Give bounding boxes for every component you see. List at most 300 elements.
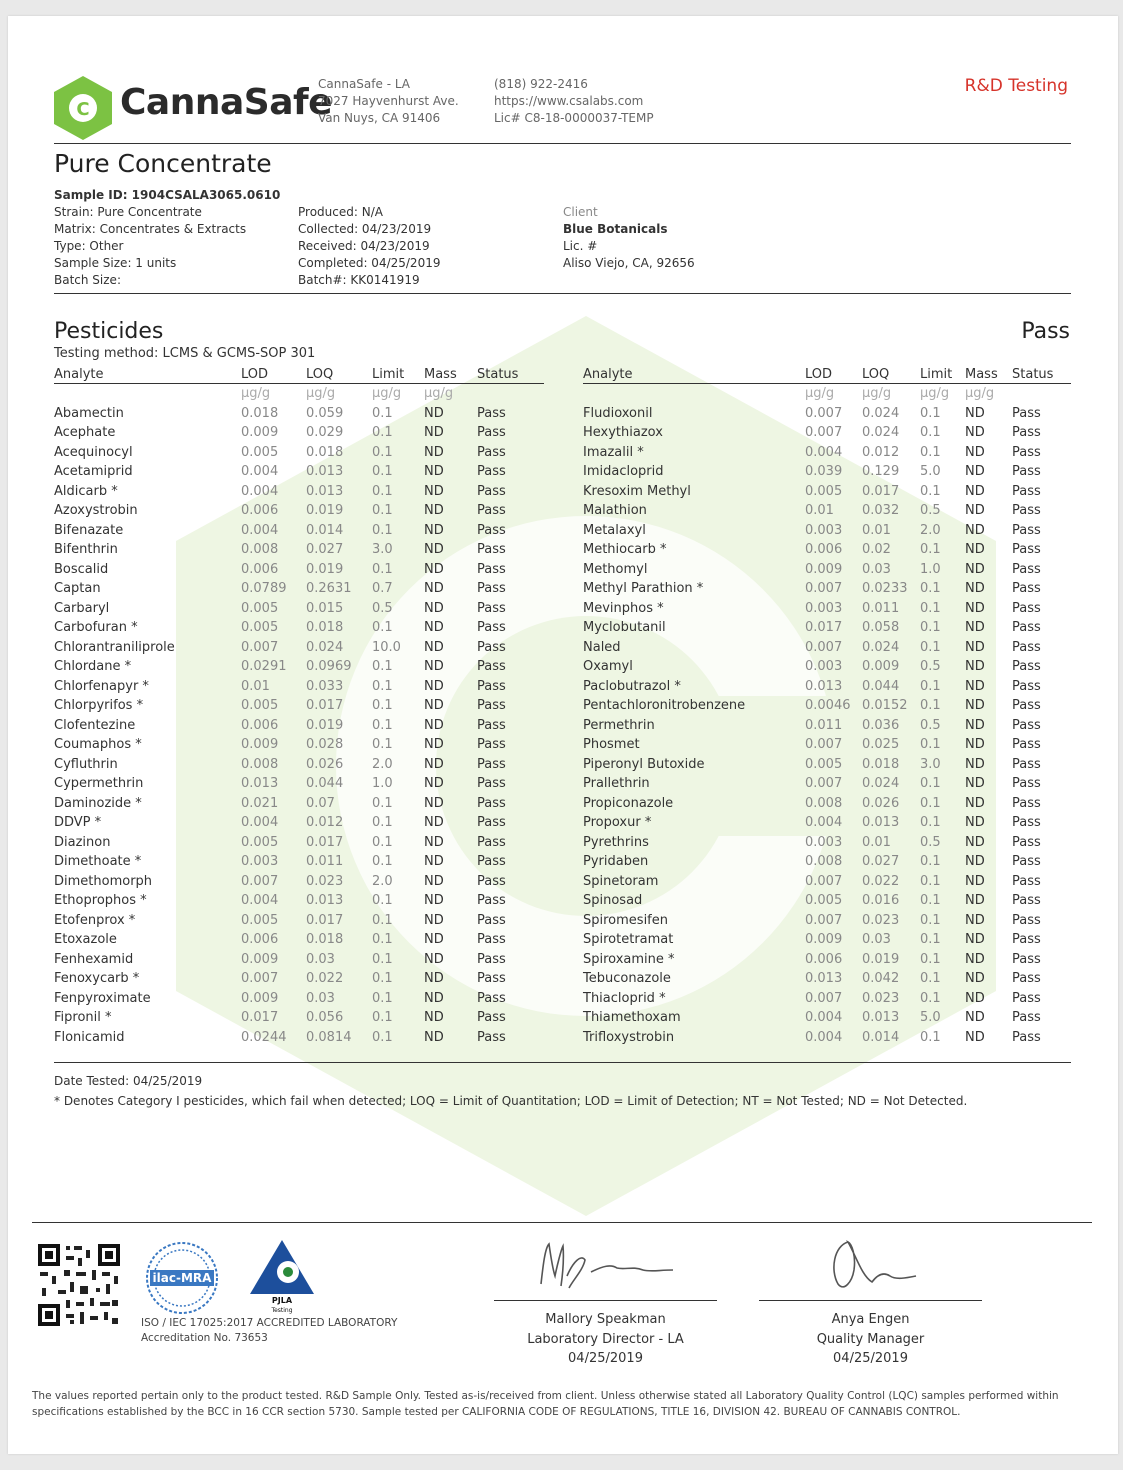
analyte-cell: Imidacloprid — [583, 464, 664, 479]
col-analyte: Analyte — [54, 366, 241, 384]
analyte-cell: Fenoxycarb * — [54, 971, 140, 986]
table-row — [583, 560, 1071, 580]
status-cell: Pass — [1012, 639, 1041, 655]
status-cell: Pass — [477, 639, 506, 655]
lod-cell: 0.004 — [241, 893, 279, 908]
limit-cell: 1.0 — [920, 561, 941, 577]
table-row — [54, 735, 544, 755]
table-row — [583, 482, 1071, 502]
status-cell: Pass — [1012, 561, 1041, 577]
status-cell: Pass — [477, 951, 506, 967]
table-row — [583, 774, 1071, 794]
loq-cell: 0.029 — [306, 425, 344, 440]
testing-method: Testing method: LCMS & GCMS-SOP 301 — [54, 346, 316, 361]
lod-cell: 0.017 — [241, 1010, 279, 1025]
mass-cell: ND — [965, 854, 985, 869]
completed-date: Completed: 04/25/2019 — [298, 256, 441, 270]
status-cell: Pass — [1012, 503, 1041, 518]
signatory-name: Anya Engen — [831, 1312, 910, 1327]
status-cell: Pass — [477, 678, 506, 694]
table-row — [54, 618, 544, 638]
table-row — [583, 852, 1071, 872]
analyte-cell: Methomyl — [583, 561, 648, 577]
col-limit: Limit — [920, 366, 965, 384]
table-row — [583, 989, 1071, 1009]
mass-cell: ND — [965, 776, 985, 791]
loq-cell: 0.016 — [862, 893, 900, 908]
limit-cell: 5.0 — [920, 1010, 941, 1025]
batch-number: Batch#: KK0141919 — [298, 273, 420, 287]
loq-cell: 0.017 — [862, 483, 900, 499]
unit-limit: µg/g — [920, 386, 950, 401]
signature-line-manager — [759, 1300, 982, 1301]
mass-cell: ND — [965, 834, 985, 850]
table-row — [583, 638, 1071, 658]
analyte-cell: Chlordane * — [54, 659, 132, 674]
status-cell: Pass — [477, 581, 506, 596]
lod-cell: 0.018 — [241, 405, 279, 421]
limit-cell: 0.1 — [372, 834, 393, 850]
status-cell: Pass — [477, 717, 506, 733]
mass-cell: ND — [424, 698, 444, 713]
lod-cell: 0.017 — [805, 620, 843, 635]
table-row — [54, 852, 544, 872]
lod-cell: 0.008 — [805, 854, 843, 869]
pesticides-table-right — [583, 366, 1071, 1047]
lod-cell: 0.004 — [241, 464, 279, 479]
table-row — [54, 950, 544, 970]
mass-cell: ND — [424, 522, 444, 538]
status-cell: Pass — [1012, 854, 1041, 869]
table-row — [583, 579, 1071, 599]
mass-cell: ND — [424, 639, 444, 655]
limit-cell: 0.1 — [372, 893, 393, 908]
pesticides-table-left — [54, 366, 544, 1047]
mass-cell: ND — [965, 912, 985, 928]
limit-cell: 0.1 — [372, 620, 393, 635]
lod-cell: 0.008 — [241, 542, 279, 557]
analyte-cell: Imazalil * — [583, 444, 644, 460]
sample-divider — [54, 293, 1071, 294]
lod-cell: 0.007 — [241, 873, 279, 889]
analyte-cell: Myclobutanil — [583, 620, 666, 635]
analyte-cell: Propoxur * — [583, 815, 652, 830]
analyte-cell: Clofentezine — [54, 717, 136, 733]
limit-cell: 0.1 — [920, 425, 941, 440]
limit-cell: 0.1 — [372, 444, 393, 460]
accreditation-line1: ISO / IEC 17025:2017 ACCREDITED LABORATORY — [141, 1317, 398, 1329]
loq-cell: 0.014 — [862, 1029, 900, 1045]
lod-cell: 0.004 — [805, 444, 843, 460]
status-cell: Pass — [477, 522, 506, 538]
cannasafe-logo-icon — [54, 76, 112, 140]
lod-cell: 0.007 — [805, 639, 843, 655]
accreditation-number: Accreditation No. 73653 — [141, 1332, 268, 1344]
status-cell: Pass — [477, 893, 506, 908]
unit-loq: µg/g — [862, 386, 892, 401]
lod-cell: 0.01 — [805, 503, 834, 518]
status-cell: Pass — [477, 483, 506, 499]
table-row — [54, 599, 544, 619]
table-header-row — [54, 366, 544, 384]
status-cell: Pass — [477, 561, 506, 577]
limit-cell: 0.1 — [372, 503, 393, 518]
mass-cell: ND — [424, 542, 444, 557]
analyte-cell: Pentachloronitrobenzene — [583, 698, 746, 713]
analyte-cell: Captan — [54, 581, 101, 596]
mass-cell: ND — [424, 581, 444, 596]
analyte-cell: Naled — [583, 639, 621, 655]
client-info — [563, 204, 695, 272]
limit-cell: 0.1 — [920, 600, 941, 616]
analyte-cell: Acephate — [54, 425, 116, 440]
status-cell: Pass — [1012, 737, 1041, 752]
limit-cell: 2.0 — [372, 756, 393, 772]
analyte-cell: Chlorpyrifos * — [54, 698, 144, 713]
col-lod: LOD — [805, 366, 862, 384]
sample-matrix: Matrix: Concentrates & Extracts — [54, 222, 247, 236]
client-name: Blue Botanicals — [563, 222, 668, 236]
svg-text:PJLA: PJLA — [271, 1296, 293, 1305]
table-row — [583, 443, 1071, 463]
lod-cell: 0.007 — [805, 425, 843, 440]
lod-cell: 0.039 — [805, 464, 843, 479]
table-row — [54, 521, 544, 541]
signatory-date: 04/25/2019 — [568, 1351, 643, 1366]
mass-cell: ND — [965, 932, 985, 947]
mass-cell: ND — [965, 561, 985, 577]
mass-cell: ND — [424, 1029, 444, 1045]
unit-lod: µg/g — [241, 386, 271, 401]
limit-cell: 0.1 — [920, 932, 941, 947]
mass-cell: ND — [424, 854, 444, 869]
testing-type-label: R&D Testing — [964, 76, 1068, 96]
loq-cell: 0.023 — [862, 912, 900, 928]
limit-cell: 0.1 — [920, 483, 941, 499]
table-row — [54, 794, 544, 814]
limit-cell: 0.1 — [372, 522, 393, 538]
table-row — [583, 911, 1071, 931]
loq-cell: 0.012 — [306, 815, 344, 830]
lab-license: Lic# C8-18-0000037-TEMP — [494, 111, 654, 125]
status-cell: Pass — [477, 912, 506, 928]
status-cell: Pass — [1012, 971, 1041, 986]
status-cell: Pass — [1012, 932, 1041, 947]
loq-cell: 0.024 — [306, 639, 344, 655]
table-row — [54, 716, 544, 736]
analyte-cell: Metalaxyl — [583, 522, 646, 538]
table-row — [54, 872, 544, 892]
signatory-manager — [759, 1310, 982, 1369]
loq-cell: 0.019 — [306, 561, 344, 577]
limit-cell: 0.1 — [920, 444, 941, 460]
lod-cell: 0.011 — [805, 717, 843, 733]
status-cell: Pass — [1012, 581, 1041, 596]
lab-address-line1: 7027 Hayvenhurst Ave. — [318, 94, 459, 108]
lod-cell: 0.006 — [241, 503, 279, 518]
loq-cell: 0.018 — [306, 620, 344, 635]
lod-cell: 0.008 — [241, 756, 279, 772]
mass-cell: ND — [424, 815, 444, 830]
col-loq: LOQ — [862, 366, 920, 384]
sample-strain: Strain: Pure Concentrate — [54, 205, 202, 219]
mass-cell: ND — [424, 659, 444, 674]
analyte-cell: Chlorfenapyr * — [54, 678, 149, 694]
pesticides-title: Pesticides — [54, 319, 164, 344]
table-row — [583, 657, 1071, 677]
status-cell: Pass — [477, 795, 506, 811]
status-cell: Pass — [477, 873, 506, 889]
mass-cell: ND — [424, 464, 444, 479]
sample-type: Type: Other — [54, 239, 124, 253]
status-cell: Pass — [1012, 678, 1041, 694]
table-row — [54, 930, 544, 950]
table-row — [54, 696, 544, 716]
mass-cell: ND — [424, 912, 444, 928]
lod-cell: 0.005 — [241, 912, 279, 928]
lod-cell: 0.007 — [805, 581, 843, 596]
limit-cell: 5.0 — [920, 464, 941, 479]
loq-cell: 0.02 — [862, 542, 891, 557]
status-cell: Pass — [477, 503, 506, 518]
status-cell: Pass — [477, 815, 506, 830]
analyte-cell: Spinosad — [583, 893, 643, 908]
table-row — [583, 521, 1071, 541]
lod-cell: 0.007 — [241, 971, 279, 986]
loq-cell: 0.044 — [306, 776, 344, 791]
table-row — [54, 891, 544, 911]
table-row — [54, 774, 544, 794]
analyte-cell: DDVP * — [54, 815, 102, 830]
lod-cell: 0.007 — [805, 776, 843, 791]
mass-cell: ND — [965, 873, 985, 889]
status-cell: Pass — [477, 834, 506, 850]
lab-address-block — [318, 76, 459, 127]
limit-cell: 0.1 — [920, 815, 941, 830]
lod-cell: 0.005 — [241, 834, 279, 850]
loq-cell: 0.059 — [306, 405, 344, 421]
status-cell: Pass — [477, 600, 506, 616]
status-cell: Pass — [477, 659, 506, 674]
mass-cell: ND — [965, 678, 985, 694]
limit-cell: 0.1 — [372, 951, 393, 967]
status-cell: Pass — [1012, 600, 1041, 616]
analyte-cell: Acequinocyl — [54, 444, 133, 460]
disclaimer-text: The values reported pertain only to the product tested. R&D Sample Only. Tested as-is/received from client. Unless otherwise stated all Laboratory Quality Control (LQC) samples performed within specifications established by the BCC in 16 CCR section 5730. Sample tested per CALIFORNIA CODE OF REGULATIONS, TITLE 16, DIVISION 42. BUREAU OF CANNABIS CONTROL. — [32, 1390, 1059, 1418]
table-row — [54, 482, 544, 502]
mass-cell: ND — [424, 737, 444, 752]
loq-cell: 0.01 — [862, 834, 891, 850]
mass-cell: ND — [424, 425, 444, 440]
signatory-date: 04/25/2019 — [833, 1351, 908, 1366]
batch-size: Batch Size: — [54, 273, 121, 287]
analyte-cell: Aldicarb * — [54, 483, 118, 499]
limit-cell: 0.1 — [920, 620, 941, 635]
limit-cell: 0.1 — [920, 581, 941, 596]
product-title: Pure Concentrate — [54, 149, 272, 178]
status-cell: Pass — [1012, 542, 1041, 557]
loq-cell: 0.03 — [306, 990, 335, 1006]
analyte-cell: Abamectin — [54, 405, 124, 421]
limit-cell: 0.1 — [920, 698, 941, 713]
limit-cell: 0.1 — [920, 405, 941, 421]
lod-cell: 0.003 — [805, 522, 843, 538]
mass-cell: ND — [424, 444, 444, 460]
col-status: Status — [477, 366, 544, 384]
unit-loq: µg/g — [306, 386, 336, 401]
mass-cell: ND — [965, 620, 985, 635]
limit-cell: 0.1 — [372, 854, 393, 869]
limit-cell: 0.1 — [372, 405, 393, 421]
analyte-cell: Boscalid — [54, 561, 109, 577]
lod-cell: 0.009 — [241, 951, 279, 967]
mass-cell: ND — [965, 737, 985, 752]
mass-cell: ND — [424, 1010, 444, 1025]
analyte-cell: Methyl Parathion * — [583, 581, 704, 596]
lod-cell: 0.013 — [805, 678, 843, 694]
limit-cell: 0.5 — [920, 834, 941, 850]
table-row — [54, 404, 544, 424]
signatory-title: Laboratory Director - LA — [527, 1331, 684, 1347]
limit-cell: 0.5 — [920, 659, 941, 674]
pjla-logo-icon — [248, 1238, 316, 1314]
analyte-cell: Diazinon — [54, 834, 111, 850]
qr-code-icon — [36, 1242, 122, 1328]
mass-cell: ND — [965, 893, 985, 908]
limit-cell: 0.1 — [920, 639, 941, 655]
table-row — [583, 813, 1071, 833]
loq-cell: 0.01 — [862, 522, 891, 538]
status-cell: Pass — [1012, 444, 1041, 460]
limit-cell: 0.1 — [920, 990, 941, 1006]
status-cell: Pass — [477, 1029, 506, 1045]
col-analyte: Analyte — [583, 366, 805, 384]
status-cell: Pass — [477, 932, 506, 947]
status-cell: Pass — [1012, 776, 1041, 791]
mass-cell: ND — [424, 932, 444, 947]
analyte-cell: Flonicamid — [54, 1029, 125, 1045]
loq-cell: 0.033 — [306, 678, 344, 694]
loq-cell: 0.024 — [862, 405, 900, 421]
analyte-cell: Fenhexamid — [54, 951, 134, 967]
status-cell: Pass — [1012, 405, 1041, 421]
table-row — [583, 969, 1071, 989]
status-cell: Pass — [1012, 620, 1041, 635]
lod-cell: 0.005 — [241, 444, 279, 460]
mass-cell: ND — [965, 1010, 985, 1025]
client-location: Aliso Viejo, CA, 92656 — [563, 256, 695, 270]
status-cell: Pass — [477, 854, 506, 869]
loq-cell: 0.014 — [306, 522, 344, 538]
limit-cell: 0.1 — [372, 795, 393, 811]
lod-cell: 0.006 — [805, 951, 843, 967]
table-row — [54, 462, 544, 482]
analyte-cell: Spirotetramat — [583, 932, 674, 947]
lod-cell: 0.006 — [241, 561, 279, 577]
limit-cell: 2.0 — [920, 522, 941, 538]
unit-mass: µg/g — [424, 386, 454, 401]
mass-cell: ND — [965, 951, 985, 967]
table-row — [54, 677, 544, 697]
table-row — [54, 638, 544, 658]
mass-cell: ND — [965, 405, 985, 421]
col-mass: Mass — [424, 366, 477, 384]
loq-cell: 0.024 — [862, 776, 900, 791]
client-license: Lic. # — [563, 239, 598, 253]
lab-website[interactable]: https://www.csalabs.com — [494, 94, 644, 108]
lab-name: CannaSafe - LA — [318, 77, 411, 91]
lod-cell: 0.003 — [241, 854, 279, 869]
logo-letter: C — [76, 99, 90, 120]
mass-cell: ND — [965, 503, 985, 518]
legend-note: * Denotes Category I pesticides, which fail when detected; LOQ = Limit of Quantitation; LOD = Limit of Detection; NT = Not Tested; ND = Not Detected. — [54, 1094, 968, 1108]
limit-cell: 0.1 — [372, 912, 393, 928]
loq-cell: 0.058 — [862, 620, 900, 635]
limit-cell: 0.5 — [920, 503, 941, 518]
lod-cell: 0.005 — [805, 483, 843, 499]
signature-mallory-speakman — [533, 1236, 683, 1296]
status-cell: Pass — [1012, 425, 1041, 440]
analyte-cell: Fenpyroximate — [54, 990, 151, 1006]
lod-cell: 0.004 — [805, 1010, 843, 1025]
analyte-cell: Spiromesifen — [583, 912, 668, 928]
lod-cell: 0.007 — [805, 405, 843, 421]
table-row — [54, 833, 544, 853]
lod-cell: 0.005 — [241, 600, 279, 616]
status-cell: Pass — [1012, 522, 1041, 538]
status-cell: Pass — [1012, 893, 1041, 908]
loq-cell: 0.044 — [862, 678, 900, 694]
mass-cell: ND — [424, 776, 444, 791]
analyte-cell: Azoxystrobin — [54, 503, 138, 518]
loq-cell: 0.013 — [862, 1010, 900, 1025]
loq-cell: 0.018 — [306, 444, 344, 460]
loq-cell: 0.0814 — [306, 1029, 352, 1045]
loq-cell: 0.017 — [306, 698, 344, 713]
lod-cell: 0.005 — [805, 756, 843, 772]
table-row — [54, 540, 544, 560]
loq-cell: 0.0152 — [862, 698, 908, 713]
table-row — [54, 443, 544, 463]
analyte-cell: Coumaphos * — [54, 737, 142, 752]
analyte-cell: Carbaryl — [54, 600, 110, 616]
loq-cell: 0.03 — [306, 951, 335, 967]
status-cell: Pass — [1012, 951, 1041, 967]
table-row — [54, 911, 544, 931]
limit-cell: 3.0 — [372, 542, 393, 557]
lod-cell: 0.01 — [241, 678, 270, 694]
analyte-cell: Kresoxim Methyl — [583, 483, 691, 499]
analyte-cell: Propiconazole — [583, 795, 674, 811]
ilac-mra-logo-icon — [144, 1240, 220, 1316]
loq-cell: 0.015 — [306, 600, 344, 616]
sample-size: Sample Size: 1 units — [54, 256, 177, 270]
status-cell: Pass — [477, 971, 506, 986]
analyte-cell: Paclobutrazol * — [583, 678, 681, 694]
lod-cell: 0.004 — [241, 815, 279, 830]
accreditation-text — [141, 1316, 397, 1346]
lod-cell: 0.009 — [805, 561, 843, 577]
mass-cell: ND — [424, 893, 444, 908]
mass-cell: ND — [424, 951, 444, 967]
received-date: Received: 04/23/2019 — [298, 239, 430, 253]
mass-cell: ND — [965, 756, 985, 772]
lod-cell: 0.021 — [241, 795, 279, 811]
loq-cell: 0.023 — [306, 873, 344, 889]
status-cell: Pass — [1012, 990, 1041, 1006]
lod-cell: 0.004 — [241, 483, 279, 499]
lod-cell: 0.004 — [805, 815, 843, 830]
